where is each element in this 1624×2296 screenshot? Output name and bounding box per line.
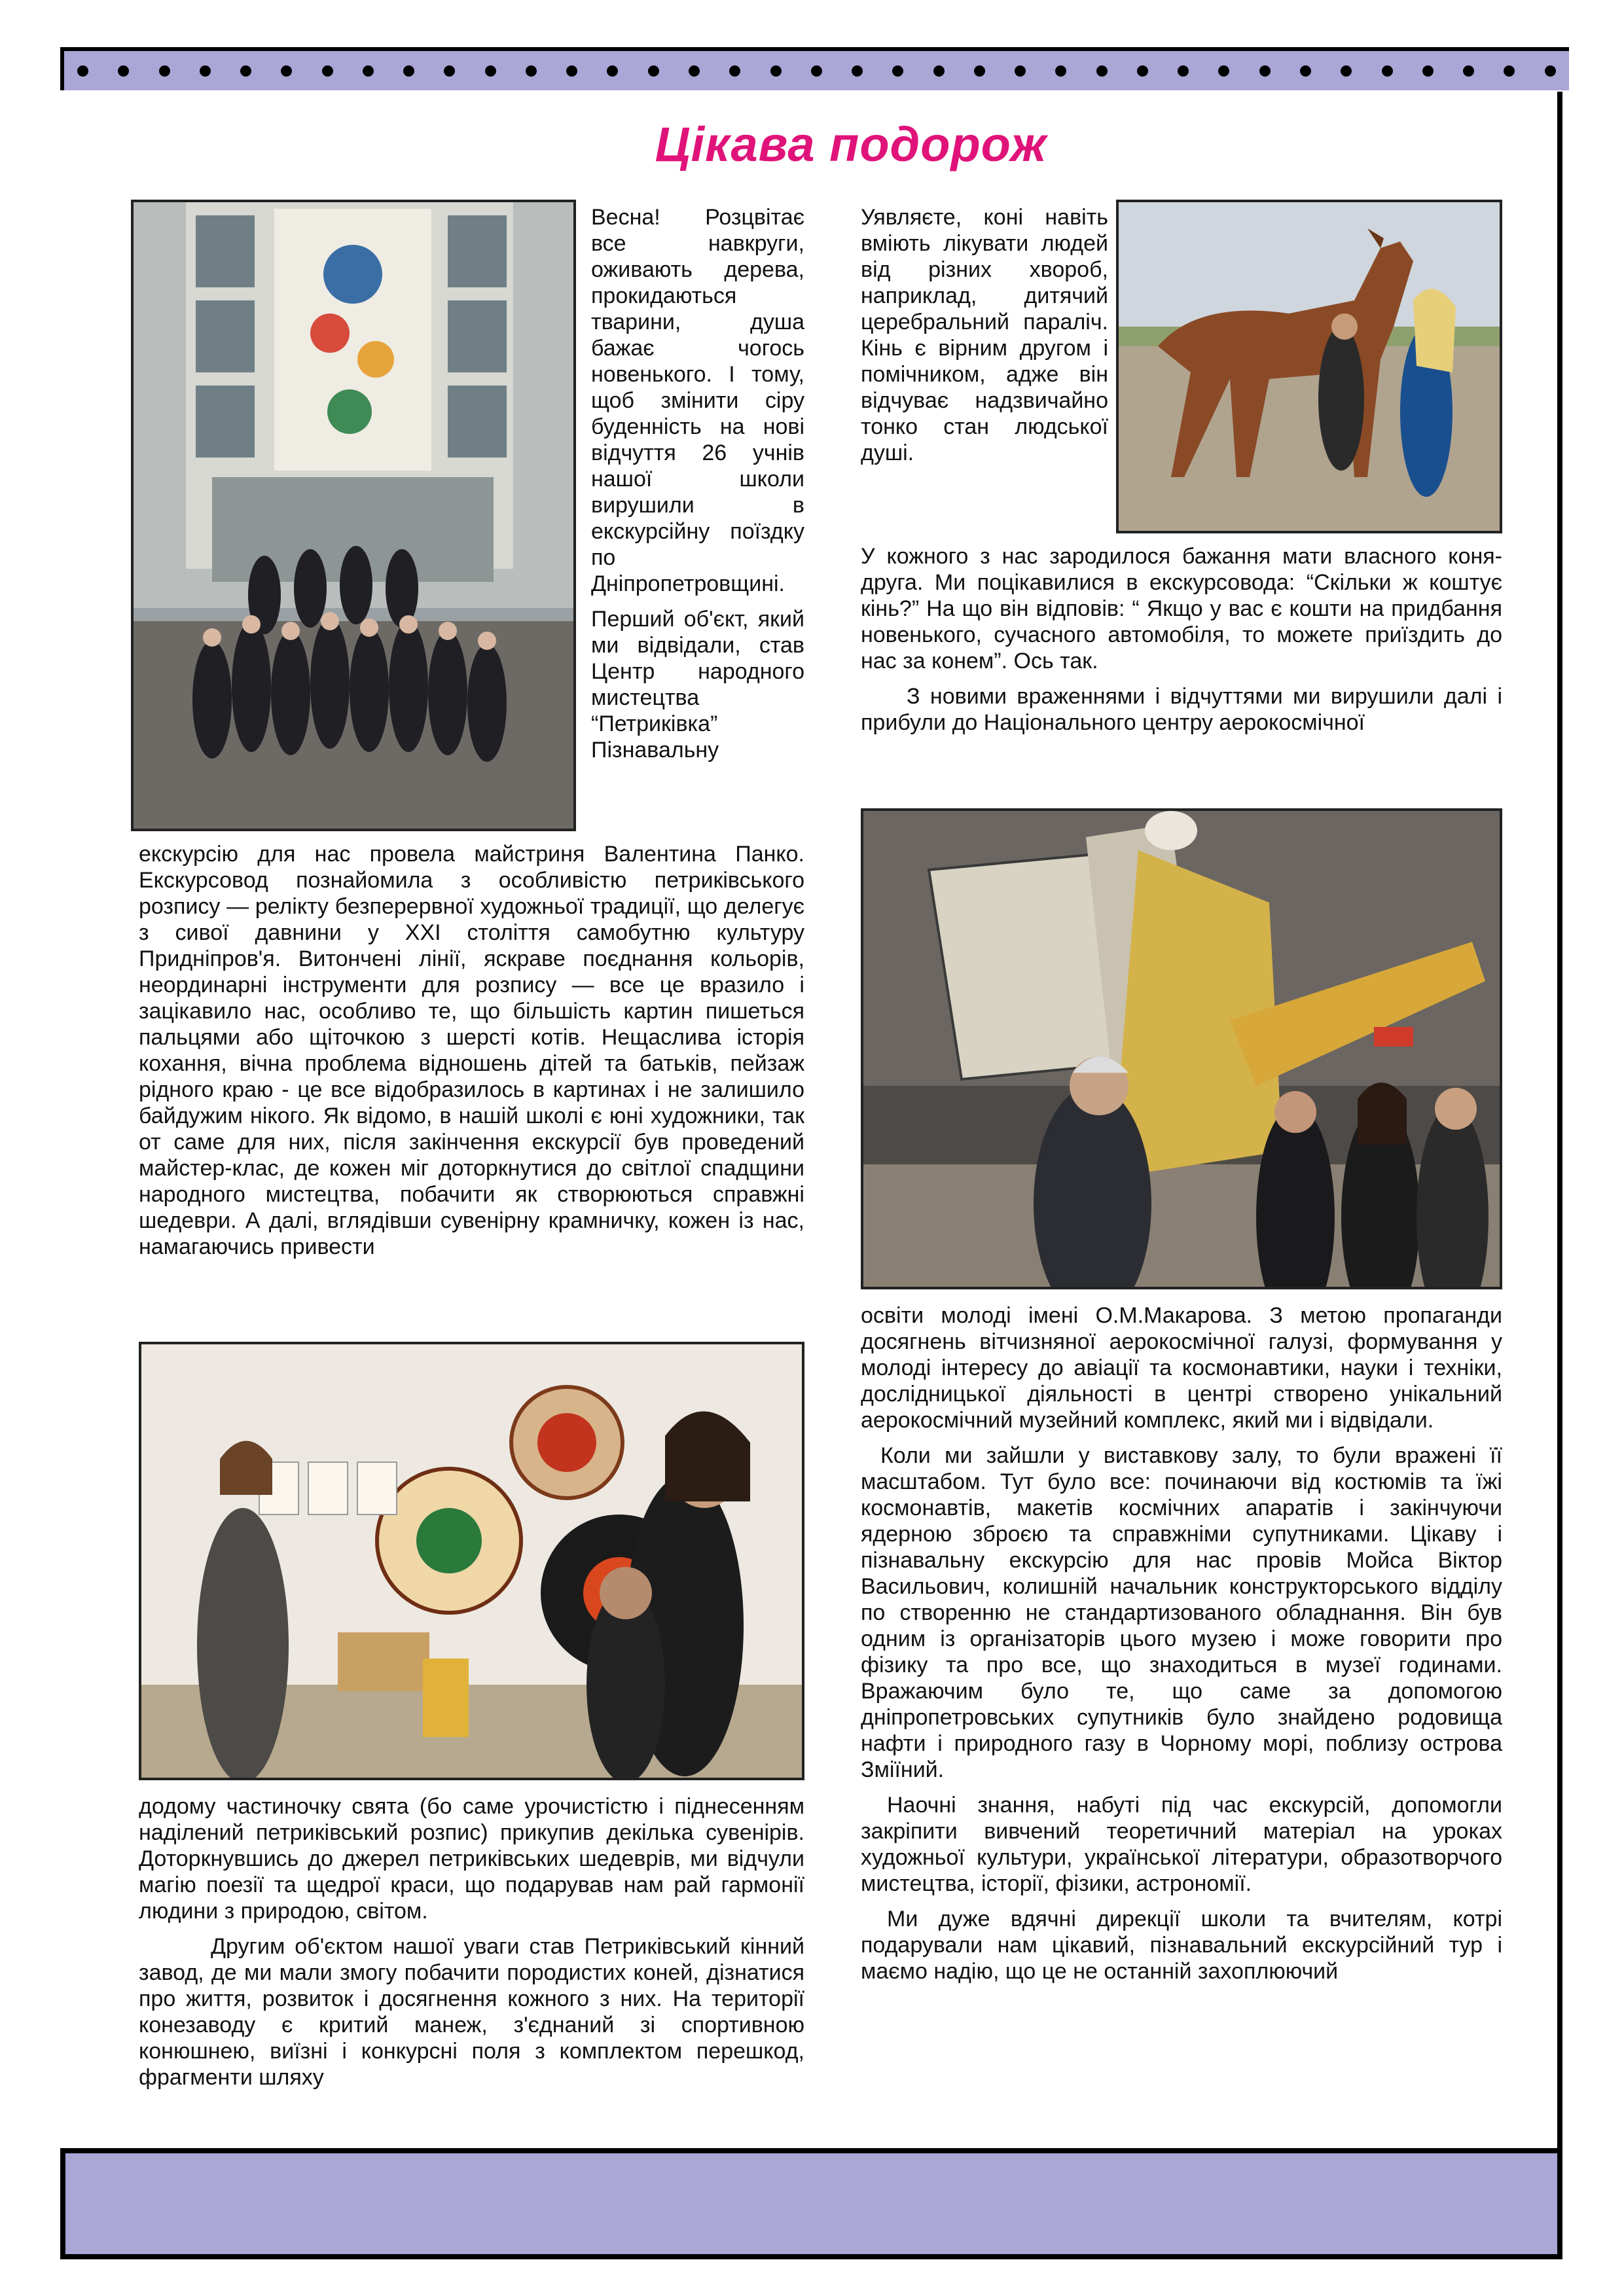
- decorative-dot: [363, 65, 374, 77]
- decorative-dot: [159, 65, 170, 77]
- decorative-dot: [1463, 65, 1474, 77]
- col1-main-text: [139, 841, 804, 1269]
- bottom-decorative-bar: [60, 2148, 1562, 2259]
- decorative-dot: [200, 65, 211, 77]
- decorative-dot: [974, 65, 985, 77]
- col2-mid-text: [861, 543, 1502, 745]
- col2-intro-text: [861, 204, 1108, 475]
- col1-bottom-text: [139, 1793, 804, 2100]
- decorative-dot: [1422, 65, 1434, 77]
- right-border-line: [1557, 92, 1562, 2166]
- decorative-dot: [566, 65, 577, 77]
- page-title: Цікава подорож: [655, 117, 1047, 171]
- decorative-dot: [648, 65, 659, 77]
- decorative-dot: [729, 65, 740, 77]
- decorative-dot: [1504, 65, 1515, 77]
- decorative-dot: [1382, 65, 1393, 77]
- decorative-dot: [1300, 65, 1311, 77]
- decorative-dot: [1178, 65, 1189, 77]
- paragraph: Наочні знання, набуті під час екскурсій, допомогли закріпити вивчений теоретичний матеріал на уроках художньої культури, української літератури, образотворчого мистецтва, історії, фізики, астрономії.: [861, 1793, 1502, 1896]
- paragraph: У кожного з нас зародилося бажання мати власного коня-друга. Ми поцікавилися в екскурсовода: “Скільки ж коштує кінь?” На що він відповів: “ Якщо у вас є кошти на придбання новенького, сучасного автомобіля, то можете приїздить до нас за конем”. Ось так.: [861, 544, 1502, 673]
- decorative-dot: [403, 65, 414, 77]
- decorative-dot: [444, 65, 455, 77]
- paragraph: екскурсію для нас провела майстриня Валентина Панко. Екскурсовод познайомила з особливістю петриківського розпису — релікту безперервної художньої традиції, що делегує з сивої давнини у ХХІ століття самобутню культуру Придніпров'я. Витончені лінії, яскраве поєднання кольорів, неординарні інструменти для розпису — все це вразило і зацікавило нас, особливо те, що більшість картин пишеться пальцями або щіточкою з шерсті котів. Нещаслива історія кохання, вічна проблема відношень дітей та батьків, пейзаж рідного краю - це все відобразилось в картинах і не залишило байдужим нікого. Як відомо, в нашій школі є юні художники, так от саме для них, після закінчення екскурсії був проведений майстер-клас, де кожен міг доторкнутися до світлої спадщини народного мистецтва, побачити як створюються справжні шедеври. А далі, вглядівши сувенірну крамничку, кожен із нас, намагаючись привести: [139, 842, 804, 1259]
- paragraph: Коли ми зайшли у виставкову залу, то були вражені її масштабом. Тут було все: починаючи від костюмів та їжі космонавтів, макетів космічних апаратів і закінчуючи ядерною зброєю та справжніми супутниками. Цікаву і пізнавальну екскурсію для нас провів Мойса Віктор Васильович, колишній начальник конструкторського відділу по створенню не стандартизованого обладнання. Він був одним із організаторів цього музею і може говорити про фізику та про все, що знаходиться в музеї годинами. Вражаючим було те, що саме за допомогою дніпропетровських супутників було знайдено родовища нафти і природного газу в Чорному морі, поблизу острова Зміїний.: [861, 1443, 1502, 1782]
- workshop-photo: [139, 1342, 804, 1780]
- decorative-dot: [933, 65, 945, 77]
- paragraph: освіти молоді імені О.М.Макарова. З метою пропаганди досягнень вітчизняної аерокосмічної галузі, формування у молоді інтересу до авіації та космонавтики, науки і техніки, дослідницької діяльності в центрі створено унікальний аерокосмічний музейний комплекс, який ми і відвідали.: [861, 1303, 1502, 1433]
- dot-row: [77, 65, 1556, 79]
- decorative-dot: [1545, 65, 1556, 77]
- paragraph: Ми дуже вдячні дирекції школи та вчителям, котрі подарували нам цікавий, пізнавальний екскурсійний тур і маємо надію, що це не останній захоплюючий: [861, 1907, 1502, 1984]
- decorative-dot: [811, 65, 822, 77]
- paragraph: Весна! Розцвітає все навкруги, оживають дерева, прокидаються тварини, душа бажає чогось новенького. І тому, щоб змінити сіру буденність на нові відчуття 26 учнів нашої школи вирушили в екскурсійну поїздку по Дніпропетровщині.: [591, 205, 804, 596]
- paragraph: Уявляєте, коні навіть вміють лікувати людей від різних хвороб, наприклад, дитячий церебральний параліч. Кінь є вірним другом і помічником, адже він відчуває надзвичайно тонко стан людської душі.: [861, 205, 1108, 465]
- decorative-dot: [1259, 65, 1271, 77]
- decorative-dot: [118, 65, 129, 77]
- decorative-dot: [892, 65, 903, 77]
- decorative-dot: [526, 65, 537, 77]
- decorative-dot: [485, 65, 496, 77]
- decorative-dot: [1015, 65, 1026, 77]
- decorative-dot: [852, 65, 863, 77]
- decorative-dot: [1341, 65, 1352, 77]
- horse-photo: [1116, 200, 1502, 533]
- group-photo: [131, 200, 576, 831]
- decorative-dot: [322, 65, 333, 77]
- decorative-dot: [770, 65, 782, 77]
- top-decorative-bar: [60, 47, 1569, 90]
- decorative-dot: [607, 65, 618, 77]
- decorative-dot: [240, 65, 251, 77]
- paragraph: Перший об'єкт, який ми відвідали, став Центр народного мистецтва “Петриківка” Пізнавальну: [591, 607, 804, 762]
- paragraph: Другим об'єктом нашої уваги став Петриківський кінний завод, де ми мали змогу побачити породистих коней, дізнатися про життя, розвиток і досягнення кожного з них. На території конезаводу є критий манеж, з'єднаний зі спортивною конюшнею, виїзні і конкурсні поля з комплектом перешкод, фрагменти шляху: [139, 1934, 804, 2090]
- decorative-dot: [1096, 65, 1108, 77]
- col1-intro-text: [591, 204, 804, 772]
- decorative-dot: [1055, 65, 1066, 77]
- decorative-dot: [77, 65, 88, 77]
- decorative-dot: [1137, 65, 1148, 77]
- paragraph: З новими враженнями і відчуттями ми вирушили далі і прибули до Національного центру аерокосмічної: [861, 684, 1502, 735]
- aerospace-photo: [861, 808, 1502, 1289]
- decorative-dot: [1218, 65, 1229, 77]
- col2-bottom-text: [861, 1302, 1502, 1994]
- decorative-dot: [281, 65, 292, 77]
- paragraph: додому частиночку свята (бо саме урочистістю і піднесенням наділений петриківський розпис) прикупив декілька сувенірів. Доторкнувшись до джерел петриківських шедеврів, ми відчули магію поезії та щедрої краси, що подарував нам рай гармонії людини з природою, світом.: [139, 1794, 804, 1924]
- decorative-dot: [689, 65, 700, 77]
